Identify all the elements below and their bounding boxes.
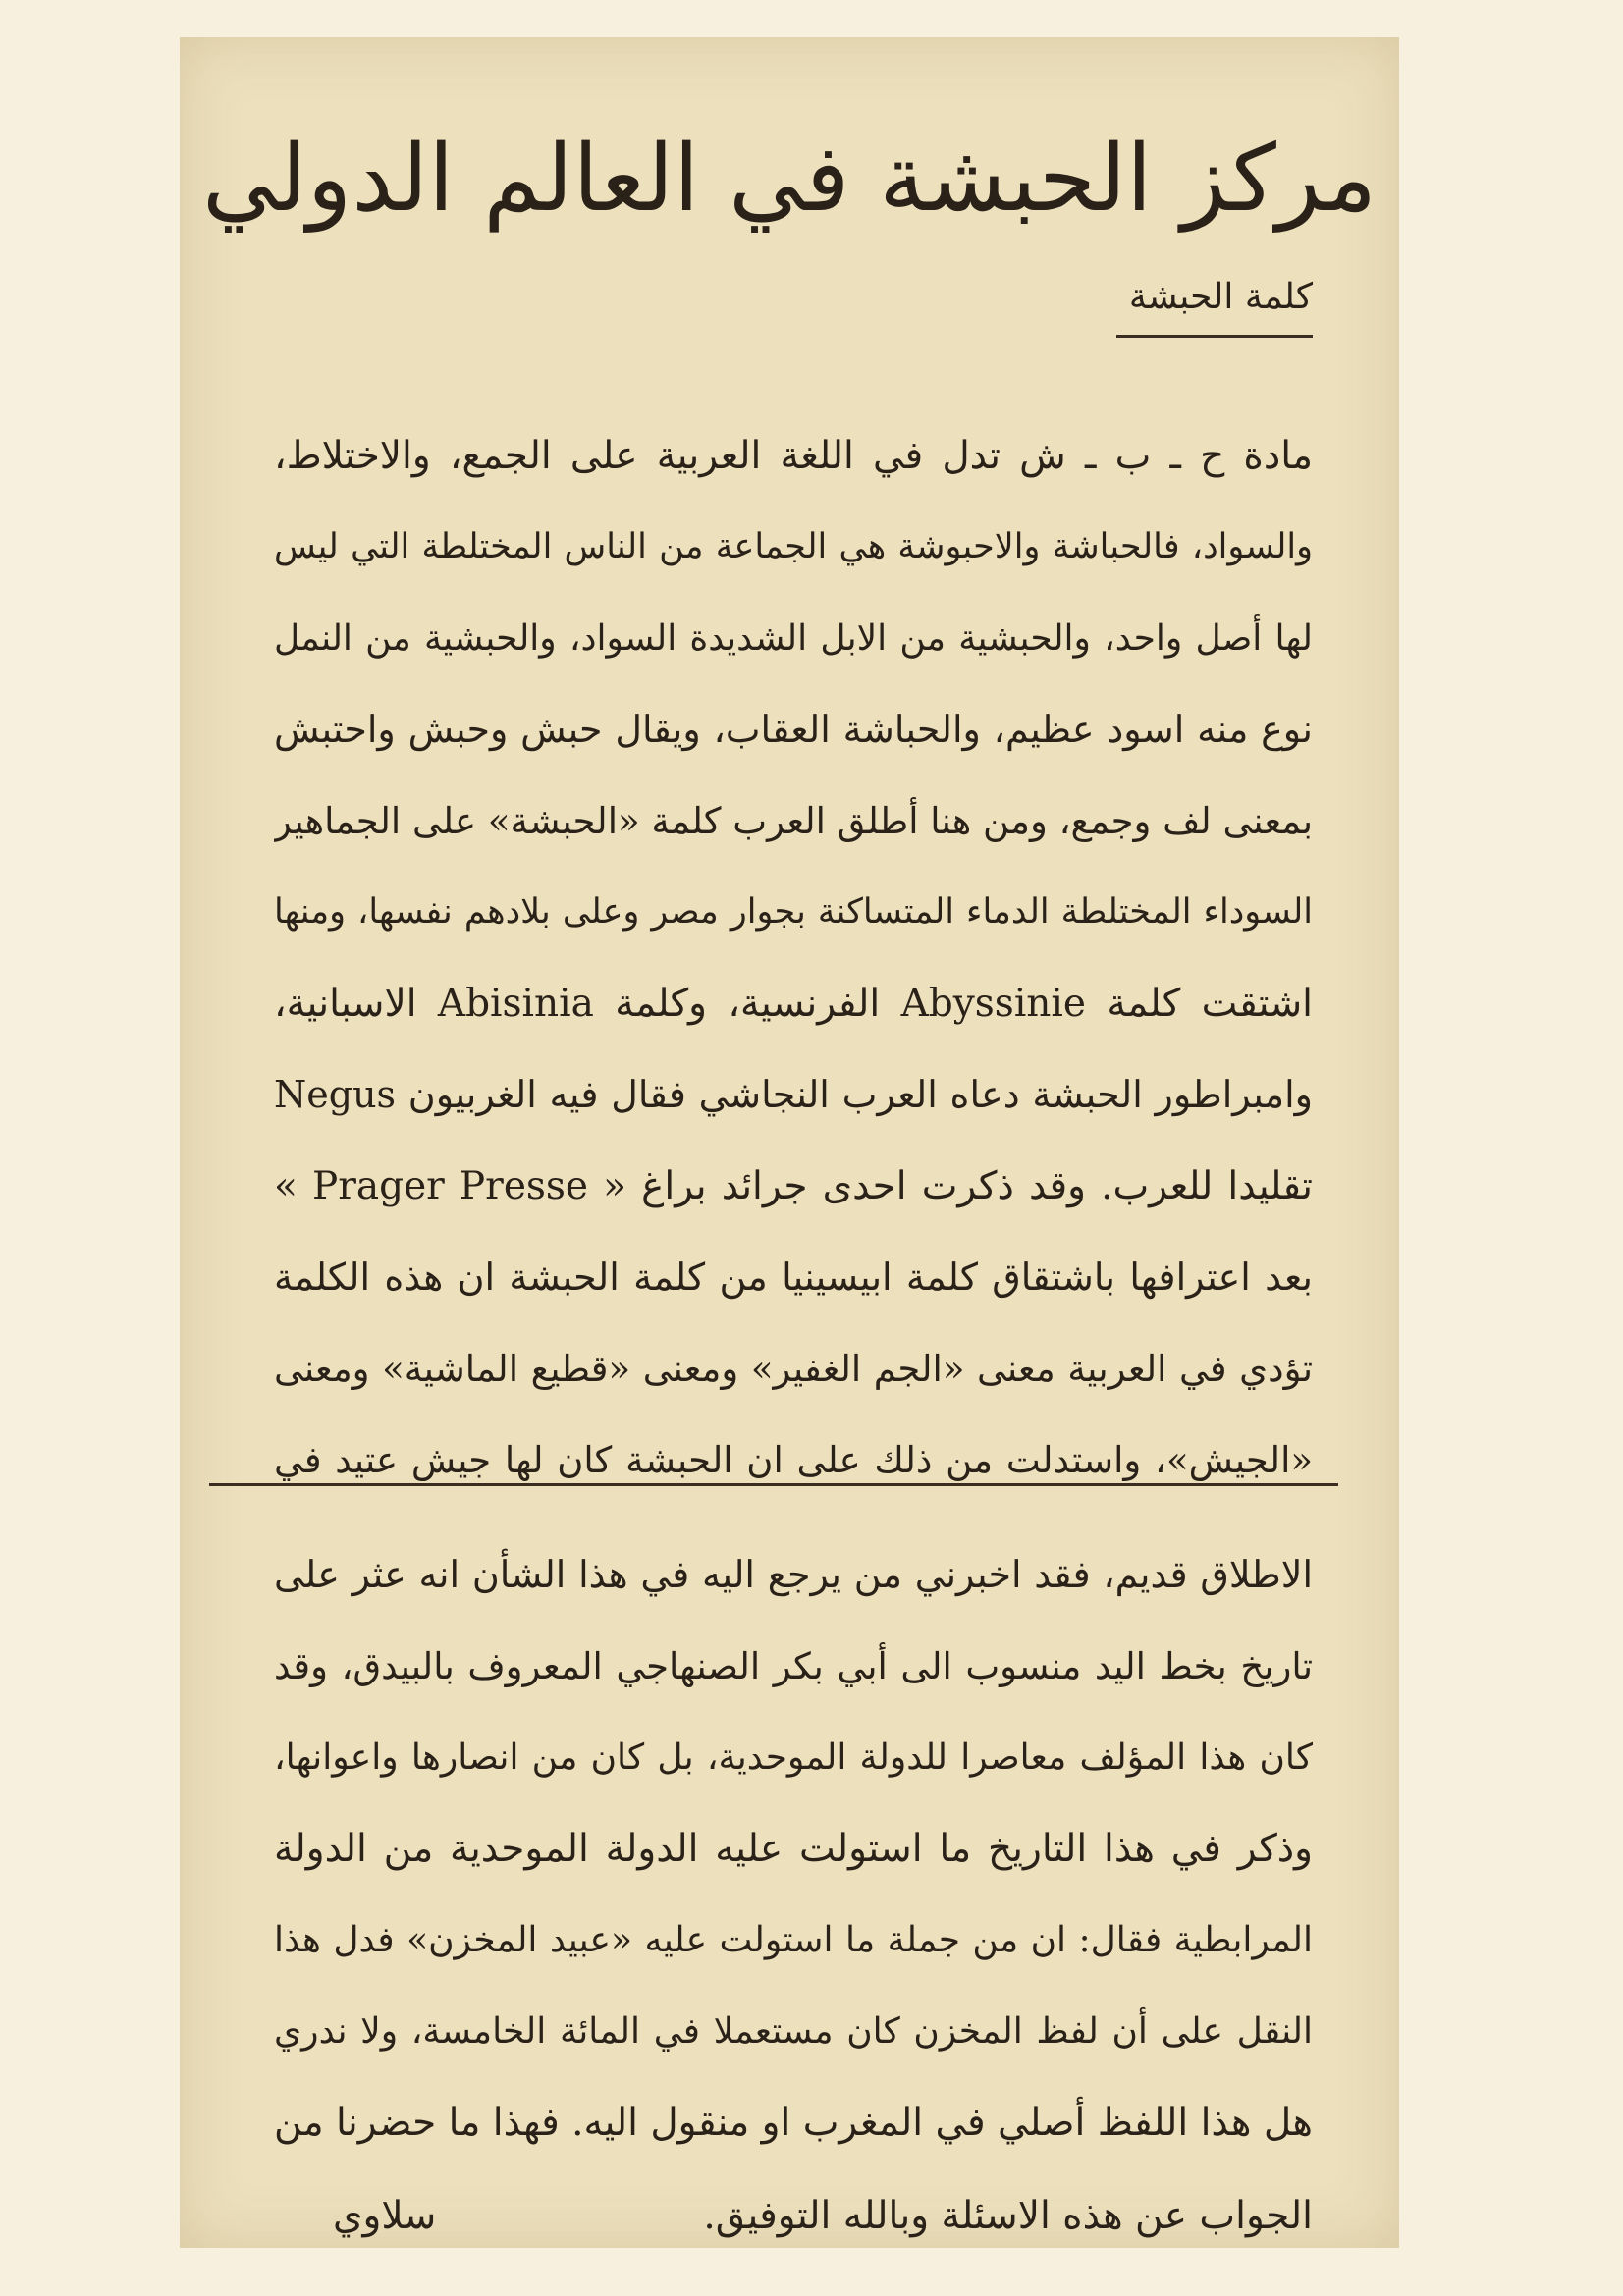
text-line: مادة ح ـ ب ـ ش تدل في اللغة العربية على الجمع، والاختلاط، (274, 434, 1313, 478)
text-line: الاطلاق قديم، فقد اخبرني من يرجع اليه في هذا الشأن انه عثر على (274, 1553, 1313, 1596)
text-line: كان هذا المؤلف معاصرا للدولة الموحدية، بل كان من انصارها واعوانها، (274, 1737, 1313, 1778)
text-line: وامبراطور الحبشة دعاه العرب النجاشي فقال فيه الغربيون Negus (274, 1073, 1313, 1116)
text-line: تاريخ بخط اليد منسوب الى أبي بكر الصنهاجي المعروف بالبيدق، وقد (274, 1645, 1313, 1687)
text-line: وذكر في هذا التاريخ ما استولت عليه الدولة الموحدية من الدولة (274, 1827, 1313, 1871)
author-signature: سلاوي (333, 2194, 437, 2238)
text-line: المرابطية فقال: ان من جملة ما استولت عليه «عبيد المخزن» فدل هذا (274, 1920, 1313, 1960)
horizontal-divider (209, 1483, 1338, 1486)
text-line: بعد اعترافها باشتقاق كلمة ابيسينيا من كلمة الحبشة ان هذه الكلمة (274, 1255, 1313, 1299)
text-line: لها أصل واحد، والحبشية من الابل الشديدة السواد، والحبشية من النمل (274, 618, 1313, 659)
closing-line (274, 2170, 1313, 2248)
text-line: تؤدي في العربية معنى «الجم الغفير» ومعنى «قطيع الماشية» ومعنى (274, 1348, 1313, 1390)
text-line: والسواد، فالحباشة والاحبوشة هي الجماعة من الناس المختلطة التي ليس (274, 527, 1313, 566)
text-line: هل هذا اللفظ أصلي في المغرب او منقول اليه. فهذا ما حضرنا من (274, 2101, 1313, 2145)
text-line: بمعنى لف وجمع، ومن هنا أطلق العرب كلمة «الحبشة» على الجماهير (274, 800, 1313, 842)
article-title: مركز الحبشة في العالم الدولي (201, 126, 1378, 233)
text-line: النقل على أن لفظ المخزن كان مستعملا في المائة الخامسة، ولا ندري (274, 2011, 1313, 2052)
text-line: تقليدا للعرب. وقد ذكرت احدى جرائد براغ « Prager Presse » (274, 1164, 1313, 1208)
closing-text: الجواب عن هذه الاسئلة وبالله التوفيق. (703, 2194, 1313, 2238)
body-paragraph-2 (274, 1529, 1313, 2168)
document-page (180, 37, 1399, 2248)
text-line: اشتقت كلمة Abyssinie الفرنسية، وكلمة Abisinia الاسبانية، (274, 982, 1313, 1026)
body-paragraph-1 (274, 410, 1313, 1506)
text-line: السوداء المختلطة الدماء المتساكنة بجوار مصر وعلى بلادهم نفسها، ومنها (274, 892, 1313, 932)
section-heading: كلمة الحبشة (1116, 268, 1313, 338)
text-line: نوع منه اسود عظيم، والحباشة العقاب، ويقال حبش وحبش واحتبش (274, 708, 1313, 751)
text-line: «الجيش»، واستدلت من ذلك على ان الحبشة كان لها جيش عتيد في (274, 1439, 1313, 1481)
